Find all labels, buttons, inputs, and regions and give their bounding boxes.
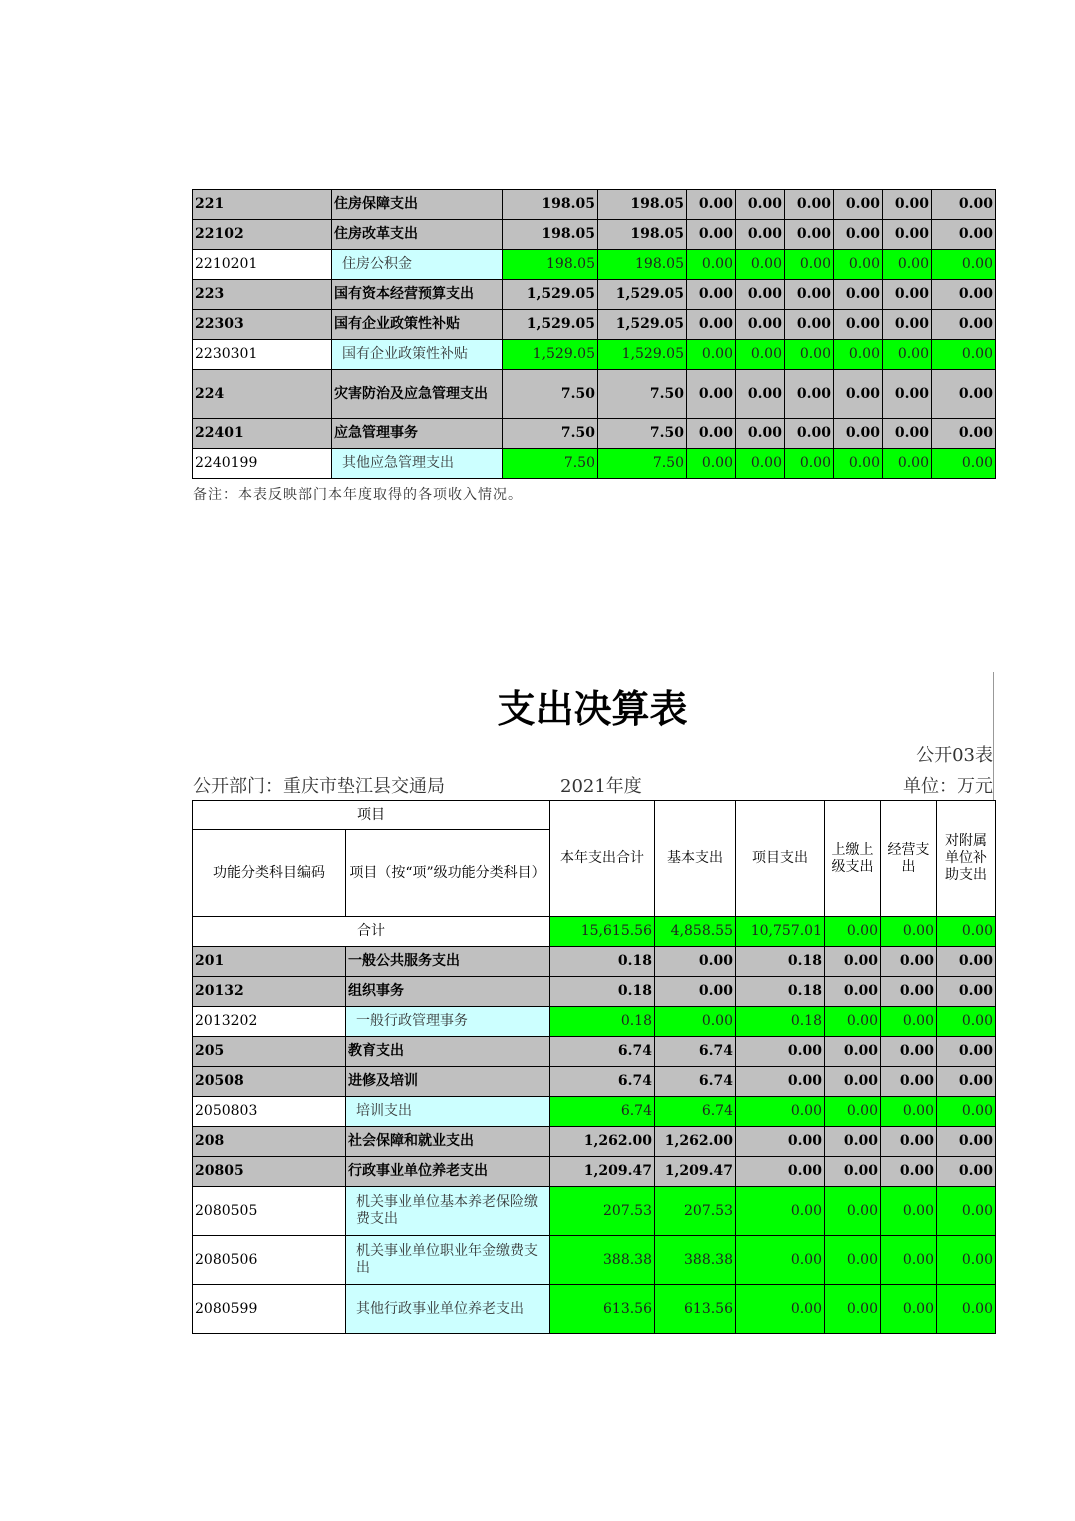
row-value: 0.00 <box>881 1127 937 1157</box>
row-value: 0.00 <box>736 1037 825 1067</box>
row-value: 0.00 <box>883 250 932 280</box>
row-value: 0.00 <box>687 310 736 340</box>
row-value: 1,529.05 <box>598 280 687 310</box>
row-value: 7.50 <box>598 370 687 419</box>
row-code: 20508 <box>193 1067 346 1097</box>
row-code: 2080506 <box>193 1236 346 1285</box>
row-value: 0.00 <box>825 1127 881 1157</box>
row-name: 国有企业政策性补贴 <box>332 340 503 370</box>
header-col-remit: 上缴上级支出 <box>825 801 881 917</box>
row-value: 0.18 <box>736 947 825 977</box>
table-row <box>193 947 996 977</box>
row-value: 6.74 <box>550 1067 655 1097</box>
table-row <box>193 280 996 310</box>
row-name: 灾害防治及应急管理支出 <box>332 370 503 419</box>
row-name: 教育支出 <box>346 1037 550 1067</box>
table-row <box>193 1187 996 1236</box>
row-name: 进修及培训 <box>346 1067 550 1097</box>
row-value: 0.00 <box>785 190 834 220</box>
row-value: 0.00 <box>687 220 736 250</box>
table-row <box>193 1067 996 1097</box>
table-row <box>193 340 996 370</box>
row-value: 0.00 <box>881 947 937 977</box>
row-value: 0.00 <box>785 449 834 479</box>
row-value: 0.00 <box>937 977 996 1007</box>
row-value: 198.05 <box>503 190 598 220</box>
top-table-body <box>193 190 996 479</box>
row-name: 一般公共服务支出 <box>346 947 550 977</box>
row-value: 0.00 <box>834 370 883 419</box>
row-value: 0.00 <box>736 1236 825 1285</box>
row-value: 0.00 <box>937 1097 996 1127</box>
row-code: 2080599 <box>193 1285 346 1334</box>
department-label: 公开部门：重庆市垫江县交通局 <box>193 776 445 797</box>
table-row <box>193 1236 996 1285</box>
row-value: 0.00 <box>825 947 881 977</box>
table-row <box>193 190 996 220</box>
row-code: 201 <box>193 947 346 977</box>
row-value: 7.50 <box>503 370 598 419</box>
row-value: 0.00 <box>883 340 932 370</box>
row-value: 0.00 <box>881 1157 937 1187</box>
row-value: 0.00 <box>687 419 736 449</box>
row-value: 0.00 <box>825 1037 881 1067</box>
row-value: 0.00 <box>937 1037 996 1067</box>
row-value: 0.00 <box>785 419 834 449</box>
row-name: 住房保障支出 <box>332 190 503 220</box>
total-value: 0.00 <box>825 917 881 947</box>
unit-label: 单位：万元 <box>903 776 993 797</box>
top-income-table <box>192 189 996 479</box>
table-row <box>193 1037 996 1067</box>
row-value: 0.00 <box>825 1236 881 1285</box>
row-name: 社会保障和就业支出 <box>346 1127 550 1157</box>
row-value: 0.00 <box>932 449 996 479</box>
row-name: 机关事业单位基本养老保险缴费支出 <box>346 1187 550 1236</box>
row-value: 0.00 <box>937 1187 996 1236</box>
row-code: 2050803 <box>193 1097 346 1127</box>
table-row <box>193 370 996 419</box>
table-row <box>193 449 996 479</box>
row-value: 0.00 <box>736 310 785 340</box>
row-value: 0.18 <box>550 977 655 1007</box>
header-col-subsidy: 对附属单位补助支出 <box>937 801 996 917</box>
row-value: 0.00 <box>834 280 883 310</box>
row-name: 其他应急管理支出 <box>332 449 503 479</box>
table-row <box>193 977 996 1007</box>
row-value: 0.00 <box>687 370 736 419</box>
row-value: 0.00 <box>736 340 785 370</box>
row-value: 0.18 <box>550 1007 655 1037</box>
row-value: 0.18 <box>736 1007 825 1037</box>
row-value: 0.00 <box>655 947 736 977</box>
row-value: 0.00 <box>834 250 883 280</box>
row-value: 0.00 <box>881 1037 937 1067</box>
row-value: 0.00 <box>834 340 883 370</box>
header-code: 功能分类科目编码 <box>193 830 346 917</box>
row-value: 388.38 <box>550 1236 655 1285</box>
row-value: 0.00 <box>932 250 996 280</box>
table-row <box>193 220 996 250</box>
row-value: 388.38 <box>655 1236 736 1285</box>
row-value: 0.00 <box>736 1157 825 1187</box>
row-value: 198.05 <box>598 250 687 280</box>
row-code: 2210201 <box>193 250 332 280</box>
row-value: 0.00 <box>932 220 996 250</box>
row-value: 0.00 <box>881 1067 937 1097</box>
row-name: 机关事业单位职业年金缴费支出 <box>346 1236 550 1285</box>
row-code: 224 <box>193 370 332 419</box>
row-code: 20805 <box>193 1157 346 1187</box>
row-value: 0.00 <box>881 977 937 1007</box>
table-number: 公开03表 <box>916 745 993 766</box>
row-name: 一般行政管理事务 <box>346 1007 550 1037</box>
total-value: 0.00 <box>937 917 996 947</box>
row-value: 198.05 <box>598 220 687 250</box>
row-value: 0.00 <box>736 449 785 479</box>
row-value: 0.00 <box>937 1007 996 1037</box>
row-value: 0.00 <box>687 340 736 370</box>
table-row <box>193 310 996 340</box>
row-code: 223 <box>193 280 332 310</box>
row-value: 0.00 <box>937 1285 996 1334</box>
row-value: 0.00 <box>932 340 996 370</box>
row-value: 613.56 <box>550 1285 655 1334</box>
header-col-basic: 基本支出 <box>655 801 736 917</box>
row-value: 0.00 <box>883 190 932 220</box>
row-value: 1,529.05 <box>598 310 687 340</box>
row-value: 0.00 <box>736 1187 825 1236</box>
row-value: 0.00 <box>825 1157 881 1187</box>
row-value: 7.50 <box>503 419 598 449</box>
total-value: 4,858.55 <box>655 917 736 947</box>
row-value: 0.00 <box>883 220 932 250</box>
row-value: 0.00 <box>736 220 785 250</box>
total-value: 15,615.56 <box>550 917 655 947</box>
row-code: 2230301 <box>193 340 332 370</box>
row-code: 208 <box>193 1127 346 1157</box>
row-value: 0.00 <box>736 1127 825 1157</box>
total-value: 10,757.01 <box>736 917 825 947</box>
row-value: 0.00 <box>834 220 883 250</box>
row-value: 0.00 <box>932 310 996 340</box>
row-value: 0.00 <box>785 310 834 340</box>
row-name: 住房改革支出 <box>332 220 503 250</box>
row-value: 207.53 <box>550 1187 655 1236</box>
row-value: 7.50 <box>598 419 687 449</box>
row-value: 0.00 <box>736 1285 825 1334</box>
table-row <box>193 1007 996 1037</box>
page-title: 支出决算表 <box>497 686 688 731</box>
table-row <box>193 419 996 449</box>
row-value: 0.00 <box>937 1067 996 1097</box>
row-value: 0.00 <box>687 280 736 310</box>
row-value: 6.74 <box>550 1097 655 1127</box>
row-value: 0.00 <box>825 1285 881 1334</box>
row-value: 0.00 <box>937 1157 996 1187</box>
expenditure-table-body <box>193 801 996 1334</box>
row-value: 0.00 <box>736 419 785 449</box>
row-code: 221 <box>193 190 332 220</box>
row-value: 6.74 <box>655 1097 736 1127</box>
row-value: 198.05 <box>503 250 598 280</box>
row-value: 1,262.00 <box>655 1127 736 1157</box>
row-value: 0.00 <box>932 190 996 220</box>
row-value: 0.18 <box>736 977 825 1007</box>
row-code: 205 <box>193 1037 346 1067</box>
row-value: 0.00 <box>785 250 834 280</box>
row-value: 0.00 <box>937 1236 996 1285</box>
row-value: 0.00 <box>881 1007 937 1037</box>
row-value: 0.00 <box>825 1097 881 1127</box>
row-value: 0.00 <box>687 250 736 280</box>
row-value: 6.74 <box>550 1037 655 1067</box>
row-value: 0.00 <box>785 340 834 370</box>
row-value: 0.00 <box>883 419 932 449</box>
row-value: 6.74 <box>655 1037 736 1067</box>
header-row-1 <box>193 801 996 830</box>
row-name: 其他行政事业单位养老支出 <box>346 1285 550 1334</box>
row-code: 2240199 <box>193 449 332 479</box>
row-value: 1,529.05 <box>503 310 598 340</box>
row-value: 0.00 <box>736 370 785 419</box>
row-value: 0.00 <box>825 977 881 1007</box>
row-value: 0.00 <box>785 280 834 310</box>
row-code: 22401 <box>193 419 332 449</box>
row-value: 0.00 <box>932 280 996 310</box>
row-value: 0.00 <box>825 1067 881 1097</box>
row-value: 1,209.47 <box>550 1157 655 1187</box>
row-value: 0.00 <box>736 190 785 220</box>
row-value: 6.74 <box>655 1067 736 1097</box>
header-project: 项目 <box>193 801 550 830</box>
row-code: 2080505 <box>193 1187 346 1236</box>
row-value: 1,262.00 <box>550 1127 655 1157</box>
row-name: 应急管理事务 <box>332 419 503 449</box>
row-value: 0.00 <box>687 190 736 220</box>
row-value: 0.00 <box>883 370 932 419</box>
row-value: 0.00 <box>687 449 736 479</box>
table-note: 备注：本表反映部门本年度取得的各项收入情况。 <box>193 487 523 503</box>
row-value: 0.00 <box>937 947 996 977</box>
row-value: 0.00 <box>736 1097 825 1127</box>
header-col-total: 本年支出合计 <box>550 801 655 917</box>
row-value: 1,529.05 <box>598 340 687 370</box>
row-value: 0.00 <box>655 977 736 1007</box>
row-value: 613.56 <box>655 1285 736 1334</box>
row-name: 国有资本经营预算支出 <box>332 280 503 310</box>
row-value: 0.00 <box>883 310 932 340</box>
row-name: 培训支出 <box>346 1097 550 1127</box>
row-value: 0.00 <box>785 220 834 250</box>
row-value: 0.00 <box>736 1067 825 1097</box>
row-value: 0.00 <box>883 449 932 479</box>
row-value: 1,529.05 <box>503 280 598 310</box>
row-value: 7.50 <box>598 449 687 479</box>
row-value: 0.00 <box>834 449 883 479</box>
total-row <box>193 917 996 947</box>
row-code: 2013202 <box>193 1007 346 1037</box>
row-value: 0.00 <box>736 250 785 280</box>
row-value: 0.00 <box>881 1236 937 1285</box>
row-code: 22102 <box>193 220 332 250</box>
row-value: 1,529.05 <box>503 340 598 370</box>
total-value: 0.00 <box>881 917 937 947</box>
year-label: 2021年度 <box>560 776 642 797</box>
header-name: 项目（按“项”级功能分类科目） <box>346 830 550 917</box>
table-row <box>193 1157 996 1187</box>
row-value: 0.00 <box>883 280 932 310</box>
row-value: 0.00 <box>655 1007 736 1037</box>
row-name: 组织事务 <box>346 977 550 1007</box>
row-value: 0.00 <box>825 1007 881 1037</box>
row-value: 0.00 <box>736 280 785 310</box>
header-col-operating: 经营支出 <box>881 801 937 917</box>
total-label: 合计 <box>193 917 550 947</box>
table-row <box>193 1127 996 1157</box>
row-value: 0.00 <box>785 370 834 419</box>
row-code: 20132 <box>193 977 346 1007</box>
header-col-project: 项目支出 <box>736 801 825 917</box>
row-value: 207.53 <box>655 1187 736 1236</box>
row-value: 0.00 <box>937 1127 996 1157</box>
row-name: 行政事业单位养老支出 <box>346 1157 550 1187</box>
row-value: 0.18 <box>550 947 655 977</box>
row-value: 0.00 <box>881 1097 937 1127</box>
row-name: 住房公积金 <box>332 250 503 280</box>
row-value: 0.00 <box>881 1285 937 1334</box>
row-value: 198.05 <box>503 220 598 250</box>
expenditure-table <box>192 800 996 1334</box>
row-value: 0.00 <box>932 419 996 449</box>
row-value: 0.00 <box>881 1187 937 1236</box>
row-value: 0.00 <box>834 419 883 449</box>
row-value: 0.00 <box>825 1187 881 1236</box>
table-row <box>193 1097 996 1127</box>
row-code: 22303 <box>193 310 332 340</box>
row-value: 0.00 <box>834 190 883 220</box>
row-value: 0.00 <box>834 310 883 340</box>
table-row <box>193 250 996 280</box>
row-name: 国有企业政策性补贴 <box>332 310 503 340</box>
row-value: 7.50 <box>503 449 598 479</box>
row-value: 198.05 <box>598 190 687 220</box>
row-value: 0.00 <box>932 370 996 419</box>
row-value: 1,209.47 <box>655 1157 736 1187</box>
table-row <box>193 1285 996 1334</box>
